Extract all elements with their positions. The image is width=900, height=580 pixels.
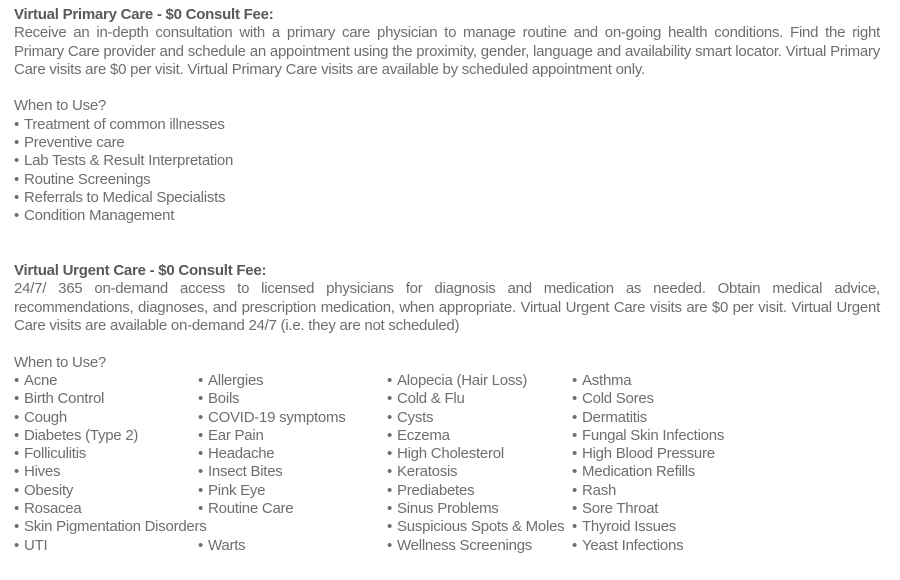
bullet-icon: • (14, 536, 20, 554)
condition-cell (572, 518, 880, 536)
condition-cell (198, 500, 387, 518)
condition-cell (198, 372, 387, 390)
list-item-label: Fungal Skin Infections (582, 426, 725, 444)
bullet-icon: • (14, 390, 20, 408)
condition-item (387, 463, 572, 481)
list-item-label: Wellness Screenings (397, 536, 533, 554)
condition-cell (387, 537, 572, 555)
bullet-icon: • (14, 445, 20, 463)
bullet-icon: • (198, 445, 204, 463)
blank-line (14, 335, 880, 353)
condition-cell (14, 390, 198, 408)
condition-item (572, 390, 880, 408)
condition-cell (14, 372, 198, 390)
bullet-icon: • (572, 371, 578, 389)
bullet-icon: • (14, 207, 20, 225)
condition-item (572, 445, 880, 463)
list-item-label: Lab Tests & Result Interpretation (24, 152, 234, 170)
bullet-icon: • (198, 371, 204, 389)
urgent-care-conditions-grid (14, 372, 880, 555)
primary-care-when-to-use-label: When to Use? (14, 97, 107, 115)
condition-cell (572, 482, 880, 500)
condition-item (14, 463, 198, 481)
condition-item (387, 500, 572, 518)
bullet-icon: • (387, 408, 393, 426)
condition-item (198, 482, 387, 500)
condition-cell (387, 518, 572, 536)
bullet-icon: • (387, 518, 393, 536)
list-item-label: Sore Throat (582, 500, 659, 518)
bullet-icon: • (14, 170, 20, 188)
condition-cell (572, 537, 880, 555)
condition-item (572, 500, 880, 518)
bullet-icon: • (198, 536, 204, 554)
condition-cell (572, 427, 880, 445)
condition-cell (387, 409, 572, 427)
list-item-label: Cough (24, 408, 67, 426)
list-item-label: Rash (582, 481, 617, 499)
primary-care-heading: Virtual Primary Care - $0 Consult Fee: (14, 6, 274, 23)
bullet-icon: • (14, 481, 20, 499)
bullet-icon: • (14, 500, 20, 518)
primary-care-list-item (14, 134, 880, 152)
list-item-label: Prediabetes (397, 481, 475, 499)
condition-cell (572, 445, 880, 463)
bullet-icon: • (387, 426, 393, 444)
condition-cell (14, 463, 198, 481)
condition-item (198, 390, 387, 408)
condition-cell (387, 390, 572, 408)
condition-cell (198, 445, 387, 463)
list-item-label: Obesity (24, 481, 74, 499)
condition-item (572, 482, 880, 500)
condition-cell (572, 372, 880, 390)
list-item-label: Dermatitis (582, 408, 648, 426)
bullet-icon: • (572, 500, 578, 518)
section-gap (14, 226, 880, 263)
bullet-icon: • (387, 445, 393, 463)
list-item-label: Warts (208, 536, 246, 554)
condition-item (572, 372, 880, 390)
list-item-label: Yeast Infections (582, 536, 684, 554)
condition-cell (387, 463, 572, 481)
list-item-label: Thyroid Issues (582, 518, 677, 536)
list-item-label: Condition Management (24, 207, 175, 225)
condition-cell (14, 537, 198, 555)
condition-item (198, 409, 387, 427)
bullet-icon: • (14, 518, 20, 536)
condition-cell (14, 445, 198, 463)
list-item-label: Preventive care (24, 134, 125, 152)
list-item-label: Keratosis (397, 463, 458, 481)
bullet-icon: • (387, 463, 393, 481)
list-item-label: High Cholesterol (397, 445, 504, 463)
urgent-care-heading: Virtual Urgent Care - $0 Consult Fee: (14, 262, 267, 280)
condition-cell (387, 445, 572, 463)
condition-item (387, 390, 572, 408)
condition-cell (572, 463, 880, 481)
list-item-label: Cold & Flu (397, 390, 465, 408)
list-item-label: Diabetes (Type 2) (24, 426, 139, 444)
list-item-label: Asthma (582, 371, 632, 389)
condition-cell (198, 390, 387, 408)
list-item-label: Cysts (397, 408, 434, 426)
list-item-label: Allergies (208, 371, 264, 389)
condition-cell (198, 537, 387, 555)
condition-cell (14, 482, 198, 500)
condition-item (387, 445, 572, 463)
condition-item (198, 463, 387, 481)
condition-item (572, 537, 880, 555)
condition-cell (572, 500, 880, 518)
primary-care-list (14, 116, 880, 226)
condition-item (572, 409, 880, 427)
condition-item (14, 409, 198, 427)
list-item-label: High Blood Pressure (582, 445, 715, 463)
bullet-icon: • (14, 463, 20, 481)
list-item-label: Acne (24, 371, 58, 389)
condition-item (572, 518, 880, 536)
list-item-label: Referrals to Medical Specialists (24, 188, 226, 206)
condition-item (14, 445, 198, 463)
primary-care-list-item (14, 152, 880, 170)
primary-care-list-item (14, 171, 880, 189)
list-item-label: Hives (24, 463, 61, 481)
bullet-icon: • (198, 390, 204, 408)
condition-item (198, 427, 387, 445)
bullet-icon: • (387, 500, 393, 518)
list-item-label: Insect Bites (208, 463, 283, 481)
condition-cell (387, 500, 572, 518)
primary-care-section (14, 6, 880, 226)
condition-item (14, 427, 198, 445)
condition-item (14, 372, 198, 390)
list-item-label: UTI (24, 536, 48, 554)
list-item-label: Rosacea (24, 500, 82, 518)
list-item-label: Skin Pigmentation Disorders (24, 518, 207, 536)
condition-item (387, 409, 572, 427)
bullet-icon: • (387, 390, 393, 408)
condition-item (198, 372, 387, 390)
condition-cell (387, 372, 572, 390)
list-item-label: Medication Refills (582, 463, 696, 481)
bullet-icon: • (572, 481, 578, 499)
list-item-label: Headache (208, 445, 275, 463)
list-item-label: Pink Eye (208, 481, 266, 499)
condition-cell (14, 500, 198, 518)
bullet-icon: • (572, 426, 578, 444)
bullet-icon: • (572, 408, 578, 426)
bullet-icon: • (572, 463, 578, 481)
condition-item (14, 482, 198, 500)
list-item-label: Ear Pain (208, 426, 264, 444)
list-item-label: Treatment of common illnesses (24, 115, 225, 133)
list-item-label: Suspicious Spots & Moles (397, 518, 565, 536)
bullet-icon: • (572, 536, 578, 554)
condition-cell (14, 427, 198, 445)
bullet-icon: • (14, 134, 20, 152)
list-item-label: Eczema (397, 426, 450, 444)
bullet-icon: • (14, 115, 20, 133)
primary-care-list-item (14, 116, 880, 134)
bullet-icon: • (198, 500, 204, 518)
condition-cell (387, 482, 572, 500)
urgent-care-section (14, 262, 880, 555)
list-item-label: Alopecia (Hair Loss) (397, 371, 528, 389)
list-item-label: Sinus Problems (397, 500, 499, 518)
condition-cell (14, 518, 207, 536)
condition-item (14, 518, 207, 536)
list-item-label: COVID-19 symptoms (208, 408, 346, 426)
condition-item (14, 500, 198, 518)
bullet-icon: • (198, 426, 204, 444)
condition-item (387, 372, 572, 390)
condition-cell (572, 409, 880, 427)
bullet-icon: • (387, 481, 393, 499)
bullet-icon: • (572, 445, 578, 463)
bullet-icon: • (572, 518, 578, 536)
primary-care-description: Receive an in-depth consultation with a primary care physician to manage routine and on-going health conditions. Find the right Primary Care provider and schedule an appointment using the proximity, gender, language and availability smart locator. Virtual Primary Care visits are $0 per visit. Virtual Primary Care visits are available by scheduled appointment only. (14, 24, 880, 78)
condition-item (198, 537, 387, 555)
bullet-icon: • (198, 481, 204, 499)
bullet-icon: • (14, 426, 20, 444)
primary-care-list-item (14, 207, 880, 225)
condition-item (387, 427, 572, 445)
condition-cell (14, 409, 198, 427)
condition-item (14, 537, 198, 555)
empty-cell (198, 518, 387, 536)
condition-cell (198, 463, 387, 481)
condition-item (572, 463, 880, 481)
bullet-icon: • (387, 536, 393, 554)
condition-item (198, 500, 387, 518)
condition-item (387, 482, 572, 500)
bullet-icon: • (198, 408, 204, 426)
blank-line (14, 79, 880, 97)
list-item-label: Routine Screenings (24, 170, 151, 188)
urgent-care-description: 24/7/ 365 on-demand access to licensed physicians for diagnosis and medication as needed. Obtain medical advice, recommendations, diagnoses, and prescription medication, when appropriate. Virtual Urgent Care visits are $0 per visit. Virtual Urgent Care visits are available on-demand 24/7 (i.e. they are not scheduled) (14, 280, 880, 335)
bullet-icon: • (572, 390, 578, 408)
condition-item (387, 537, 572, 555)
condition-cell (198, 482, 387, 500)
bullet-icon: • (198, 463, 204, 481)
urgent-care-when-to-use-label: When to Use? (14, 353, 107, 371)
condition-item (387, 518, 572, 536)
list-item-label: Cold Sores (582, 390, 654, 408)
primary-care-list-item (14, 189, 880, 207)
condition-cell (387, 427, 572, 445)
condition-item (14, 390, 198, 408)
bullet-icon: • (14, 188, 20, 206)
bullet-icon: • (387, 371, 393, 389)
list-item-label: Boils (208, 390, 240, 408)
condition-cell (572, 390, 880, 408)
condition-item (572, 427, 880, 445)
list-item-label: Routine Care (208, 500, 294, 518)
condition-cell (198, 409, 387, 427)
condition-cell (198, 427, 387, 445)
list-item-label: Folliculitis (24, 445, 87, 463)
condition-item (198, 445, 387, 463)
bullet-icon: • (14, 371, 20, 389)
bullet-icon: • (14, 408, 20, 426)
bullet-icon: • (14, 152, 20, 170)
list-item-label: Birth Control (24, 390, 105, 408)
